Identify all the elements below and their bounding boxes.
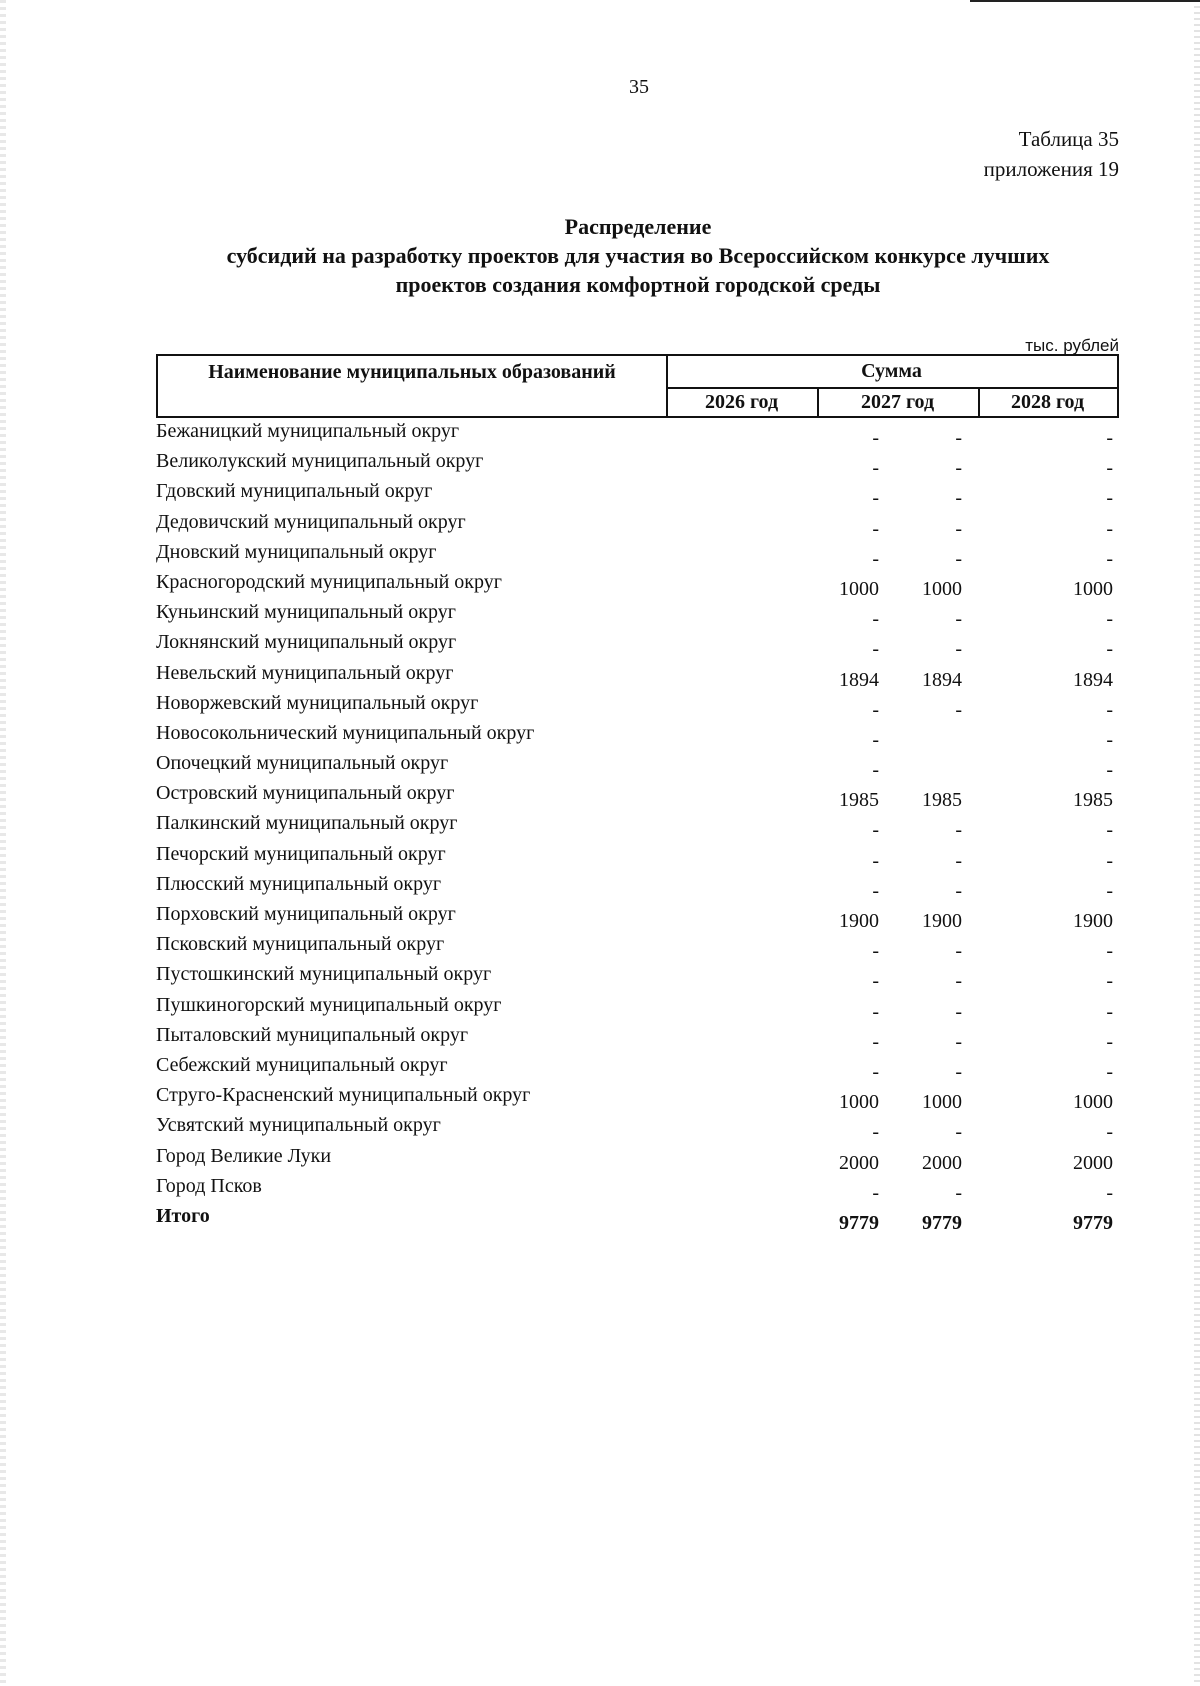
value-2027: - <box>872 1121 879 1144</box>
row-name: Локнянский муниципальный округ <box>156 631 457 654</box>
table-label-line1: Таблица 35 <box>1018 127 1119 151</box>
row-name: Великолукский муниципальный округ <box>156 450 484 473</box>
row-name: Город Великие Луки <box>156 1144 332 1167</box>
value-2027: - <box>872 608 879 631</box>
table-row <box>156 448 1119 478</box>
value-2027: - <box>872 1030 879 1053</box>
row-name: Дновский муниципальный округ <box>156 540 437 563</box>
value-2028: - <box>1106 728 1113 751</box>
value-2028: 1000 <box>1073 1091 1113 1114</box>
value-2026: - <box>955 608 962 631</box>
value-2028: - <box>1106 547 1113 570</box>
table-row <box>156 871 1119 901</box>
header-sum: Сумма <box>666 354 1119 389</box>
value-2027: - <box>872 487 879 510</box>
value-2026: - <box>955 849 962 872</box>
value-2026: - <box>955 940 962 963</box>
row-name: Бежаницкий муниципальный округ <box>156 420 460 442</box>
value-2028: - <box>1106 487 1113 510</box>
scan-edge-right <box>1194 0 1200 1686</box>
value-2028: - <box>1106 970 1113 993</box>
value-2027: - <box>872 547 879 570</box>
table-row <box>156 1082 1119 1112</box>
row-name: Печорский муниципальный округ <box>156 842 446 865</box>
value-2026: 2000 <box>922 1151 962 1174</box>
value-2027: - <box>872 1000 879 1023</box>
value-2026: - <box>955 1060 962 1083</box>
document-title <box>150 212 1126 299</box>
value-2026: 1900 <box>922 910 962 932</box>
row-name: Гдовский муниципальный округ <box>156 480 433 503</box>
value-2028: - <box>1106 1060 1113 1083</box>
row-name: Палкинский муниципальный округ <box>156 812 458 835</box>
table-row <box>156 931 1119 961</box>
table-row <box>156 660 1119 690</box>
value-2026: - <box>955 698 962 721</box>
scan-edge-top <box>970 0 1200 2</box>
value-2026: - <box>955 1000 962 1023</box>
value-2028: - <box>1106 698 1113 721</box>
value-2027: - <box>872 759 879 782</box>
table-row <box>156 690 1119 720</box>
table-row <box>156 1143 1119 1173</box>
value-2026: 1985 <box>922 789 962 812</box>
value-2026: - <box>955 638 962 661</box>
value-2027: 1000 <box>839 1091 879 1114</box>
value-2027: - <box>872 1060 879 1083</box>
table-row <box>156 1022 1119 1052</box>
value-2027: - <box>872 1181 879 1204</box>
table-row <box>156 780 1119 810</box>
table-row <box>156 418 1119 448</box>
value-2027: - <box>872 849 879 872</box>
table-row <box>156 1052 1119 1082</box>
row-name: Пустошкинский муниципальный округ <box>156 963 492 986</box>
table-row <box>156 569 1119 599</box>
value-2026: - <box>955 547 962 570</box>
table-row <box>156 901 1119 931</box>
table-row <box>156 599 1119 629</box>
total-row <box>156 1203 1119 1233</box>
header-year-2026: 2026 год <box>666 387 819 418</box>
row-name: Куньинский муниципальный округ <box>156 601 456 624</box>
table-label <box>984 124 1119 184</box>
value-2026: - <box>955 970 962 993</box>
value-2027: - <box>872 698 879 721</box>
value-2026: - <box>955 819 962 842</box>
table-row <box>156 961 1119 991</box>
row-name: Опочецкий муниципальный округ <box>156 752 449 775</box>
value-2027: - <box>872 638 879 661</box>
table-header <box>156 354 1119 418</box>
value-2028: - <box>1106 1121 1113 1144</box>
row-name: Город Псков <box>156 1174 262 1197</box>
row-name: Себежский муниципальный округ <box>156 1053 448 1076</box>
value-2026: - <box>955 487 962 510</box>
row-name: Порховский муниципальный округ <box>156 903 456 925</box>
value-2026: - <box>955 427 962 449</box>
value-2028: - <box>1106 1000 1113 1023</box>
value-2028: - <box>1106 457 1113 480</box>
value-2028: 1894 <box>1073 668 1113 691</box>
value-2027: 1900 <box>839 910 879 932</box>
table-label-line2: приложения 19 <box>983 157 1119 181</box>
value-2028: - <box>1106 608 1113 631</box>
value-2027: - <box>872 427 879 449</box>
table-row <box>156 810 1119 840</box>
row-name: Невельский муниципальный округ <box>156 661 454 684</box>
row-name: Пушкиногорский муниципальный округ <box>156 993 502 1016</box>
header-name: Наименование муниципальных образований <box>156 354 668 418</box>
table-row <box>156 509 1119 539</box>
table-body <box>156 418 1119 1233</box>
row-name: Итого <box>156 1204 210 1227</box>
value-2028: - <box>1106 1181 1113 1204</box>
title-line1: Распределение <box>564 214 712 239</box>
row-name: Красногородский муниципальный округ <box>156 570 502 593</box>
value-2028: 1985 <box>1073 789 1113 812</box>
title-line2: субсидий на разработку проектов для участия во Всероссийском конкурсе лучших <box>226 243 1050 268</box>
value-2026: - <box>955 1121 962 1144</box>
value-2027: - <box>872 517 879 540</box>
row-name: Струго-Красненский муниципальный округ <box>156 1084 531 1107</box>
row-name: Псковский муниципальный округ <box>156 933 445 956</box>
value-2026: - <box>955 517 962 540</box>
row-name: Усвятский муниципальный округ <box>156 1114 441 1137</box>
table-row <box>156 478 1119 508</box>
value-2028: - <box>1106 940 1113 963</box>
value-2028: - <box>1106 759 1113 782</box>
table-row <box>156 750 1119 780</box>
value-2027: 2000 <box>839 1151 879 1174</box>
value-2026: - <box>955 457 962 480</box>
value-2027: 9779 <box>839 1211 879 1234</box>
value-2026: 1000 <box>922 577 962 600</box>
value-2027: 1000 <box>839 577 879 600</box>
value-2026: 1894 <box>922 668 962 691</box>
value-2027: - <box>872 970 879 993</box>
table-row <box>156 841 1119 871</box>
page-number: 35 <box>629 76 649 98</box>
row-name: Островский муниципальный округ <box>156 782 455 805</box>
header-year-2027: 2027 год <box>817 387 980 418</box>
table-row <box>156 1112 1119 1142</box>
value-2026: 1000 <box>922 1091 962 1114</box>
units-label: тыс. рублей <box>1025 336 1119 355</box>
value-2028: - <box>1106 1030 1113 1053</box>
value-2028: - <box>1106 879 1113 902</box>
value-2026: 9779 <box>922 1211 962 1234</box>
table-row <box>156 539 1119 569</box>
value-2028: - <box>1106 638 1113 661</box>
value-2027: - <box>872 457 879 480</box>
value-2026: - <box>955 879 962 902</box>
value-2027: - <box>872 728 879 751</box>
value-2028: 1900 <box>1073 910 1113 932</box>
value-2028: - <box>1106 517 1113 540</box>
table-row <box>156 1173 1119 1203</box>
title-line3: проектов создания комфортной городской среды <box>395 272 881 297</box>
value-2027: 1985 <box>839 789 879 812</box>
value-2026: - <box>955 1030 962 1053</box>
row-name: Новосокольнический муниципальный округ <box>156 721 535 744</box>
value-2027: - <box>872 879 879 902</box>
value-2027: - <box>872 940 879 963</box>
row-name: Новоржевский муниципальный округ <box>156 691 479 714</box>
row-name: Пыталовский муниципальный округ <box>156 1023 469 1046</box>
value-2028: 1000 <box>1073 577 1113 600</box>
table-row <box>156 992 1119 1022</box>
value-2028: - <box>1106 427 1113 449</box>
value-2027: - <box>872 819 879 842</box>
value-2027: 1894 <box>839 668 879 691</box>
value-2028: - <box>1106 849 1113 872</box>
header-year-2028: 2028 год <box>978 387 1119 418</box>
table-row <box>156 629 1119 659</box>
value-2026: - <box>955 1181 962 1204</box>
table-row <box>156 720 1119 750</box>
scan-edge-left <box>0 0 6 1686</box>
row-name: Дедовичский муниципальный округ <box>156 510 466 533</box>
value-2028: 9779 <box>1073 1211 1113 1234</box>
row-name: Плюсский муниципальный округ <box>156 872 442 895</box>
value-2028: 2000 <box>1073 1151 1113 1174</box>
value-2028: - <box>1106 819 1113 842</box>
